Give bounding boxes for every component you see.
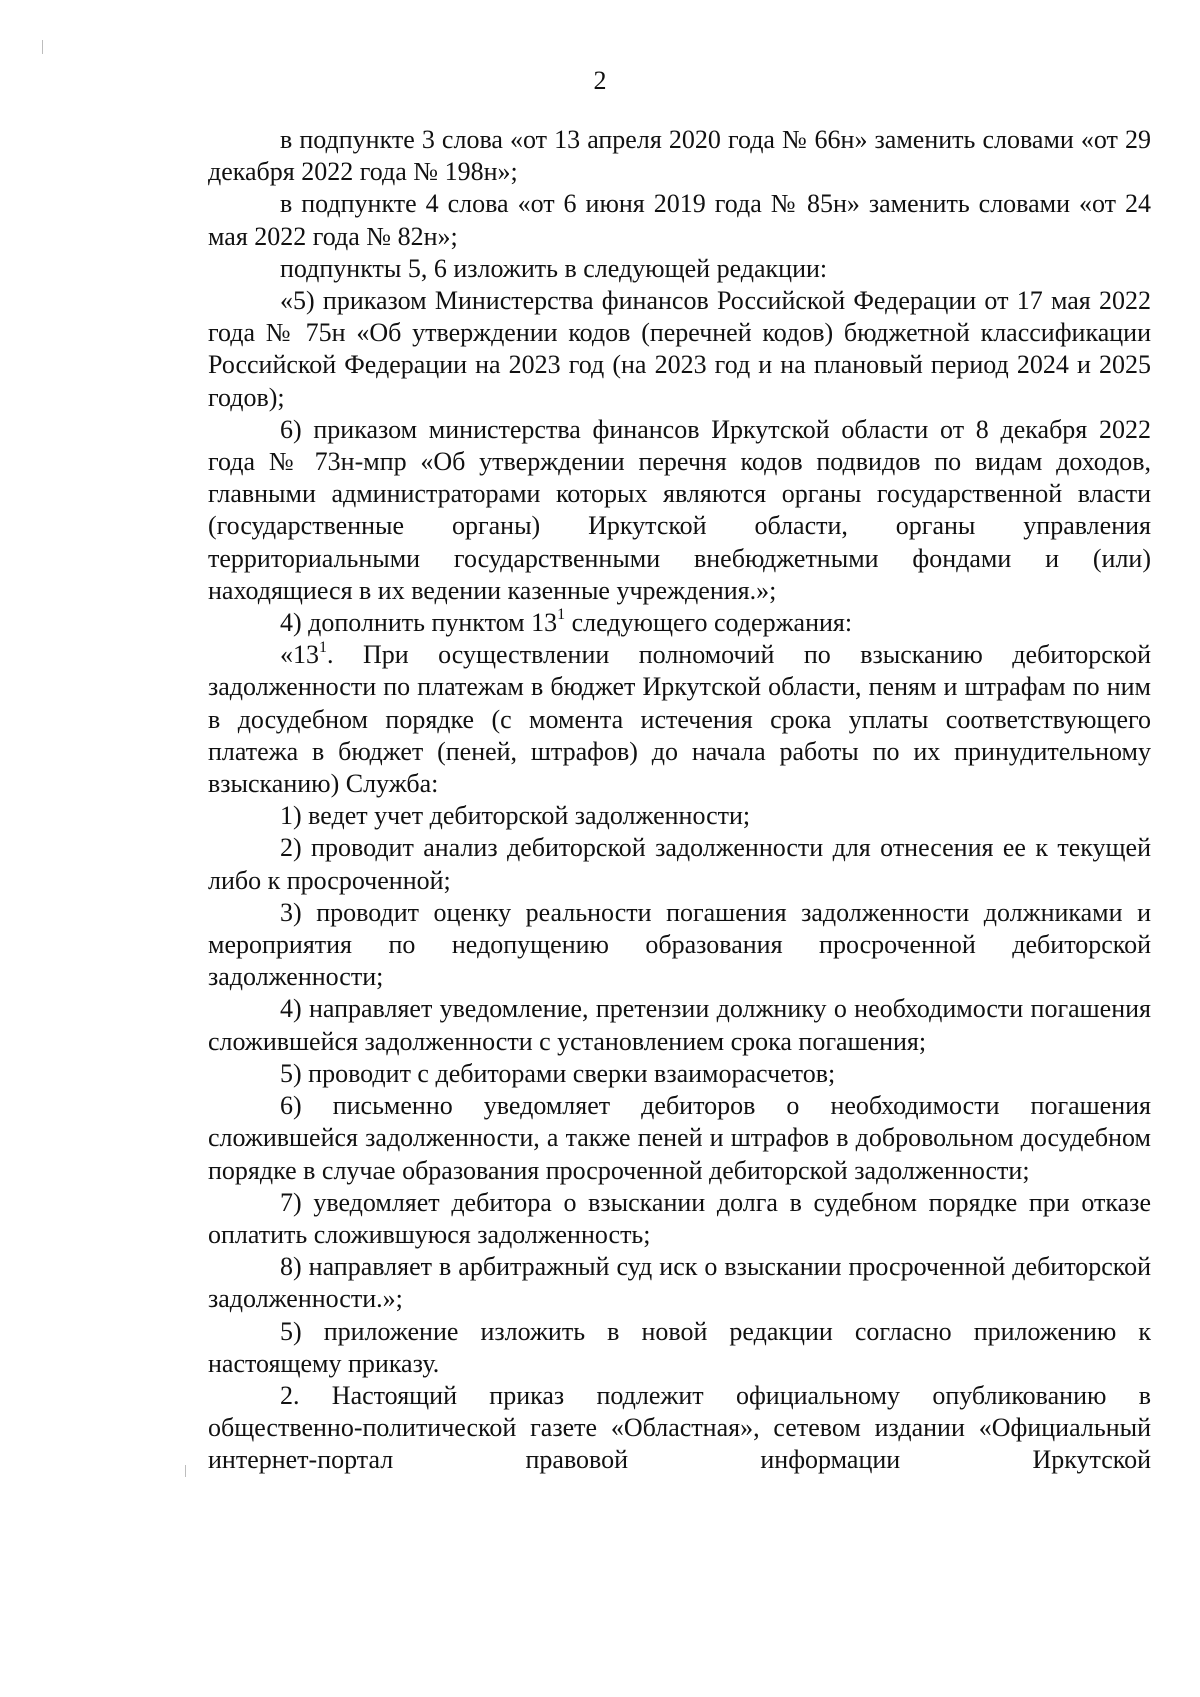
paragraph-duty-8: 8) направляет в арбитражный суд иск о взыскании просроченной дебиторской задолженности.»; [208,1252,1151,1314]
text-part: . При осуществлении полномочий по взысканию дебиторской задолженности по платежам в бюджет Иркутской области, пеням и штрафам по ним в досудебном порядке (с момента истечения срока уплаты соответствующего платежа в бюджет (пеней, штрафов) до начала работы по их принудительному взысканию) Служба: [208,640,1151,799]
paragraph-duty-2: 2) проводит анализ дебиторской задолженности для отнесения ее к текущей либо к просроченной; [208,833,1151,895]
paragraph-subpoint-4: в подпункте 4 слова «от 6 июня 2019 года № 85н» заменить словами «от 24 мая 2022 года № 82н»; [208,189,1151,251]
paragraph-publication: 2. Настоящий приказ подлежит официальному опубликованию в общественно-политической газете «Областная», сетевом издании «Официальный интернет-портал правовой информации Иркутской [208,1380,1151,1475]
text-part: «13 [280,640,319,670]
paragraph-subpoints-5-6: подпункты 5, 6 изложить в следующей редакции: [280,253,828,283]
paragraph-item-6-order: 6) приказом министерства финансов Иркутской области от 8 декабря 2022 года № 73н-мпр «Об утверждении перечня кодов подвидов по видам доходов, главными администраторами которых являются органы государственной власти (государственные органы) Иркутской области, органы управления территориальными государственными внебюджетными фондами и (или) находящиеся в их ведении казенные учреждения.»; [208,414,1151,605]
scan-artifact-left [42,40,43,54]
paragraph-duty-3: 3) проводит оценку реальности погашения задолженности должниками и мероприятия по недопущению образования просроченной дебиторской задолженности; [208,897,1151,992]
paragraph-duty-4: 4) направляет уведомление, претензии должнику о необходимости погашения сложившейся задолженности с установлением срока погашения; [208,994,1151,1056]
page-number: 2 [593,66,607,95]
scan-artifact-bottom [185,1465,186,1477]
superscript: 1 [319,638,327,656]
paragraph-subpoint-3: в подпункте 3 слова «от 13 апреля 2020 года № 66н» заменить словами «от 29 декабря 2022 года № 198н»; [208,125,1151,187]
paragraph-point-13-1 [208,639,1151,800]
paragraph-duty-7: 7) уведомляет дебитора о взыскании долга в судебном порядке при отказе оплатить сложившуюся задолженность; [208,1187,1151,1249]
text-part: 4) дополнить пунктом 13 [280,608,558,638]
paragraph-duty-6: 6) письменно уведомляет дебиторов о необходимости погашения сложившейся задолженности, а также пеней и штрафов в добровольном досудебном порядке в случае образования просроченной дебиторской задолженности; [208,1091,1151,1185]
paragraph-duty-1: 1) ведет учет дебиторской задолженности; [280,801,751,831]
paragraph-item-5-order: «5) приказом Министерства финансов Российской Федерации от 17 мая 2022 года № 75н «Об утверждении кодов (перечней кодов) бюджетной классификации Российской Федерации на 2023 год (на 2023 год и на плановый период 2024 и 2025 годов); [208,286,1151,412]
superscript: 1 [557,606,566,624]
text-part: следующего содержания: [565,608,853,638]
paragraph-appendix: 5) приложение изложить в новой редакции согласно приложению к настоящему приказу. [208,1316,1151,1378]
paragraph-add-point-13-1 [208,607,1151,639]
paragraph-duty-5: 5) проводит с дебиторами сверки взаиморасчетов; [280,1058,836,1088]
document-body [208,124,1151,1477]
